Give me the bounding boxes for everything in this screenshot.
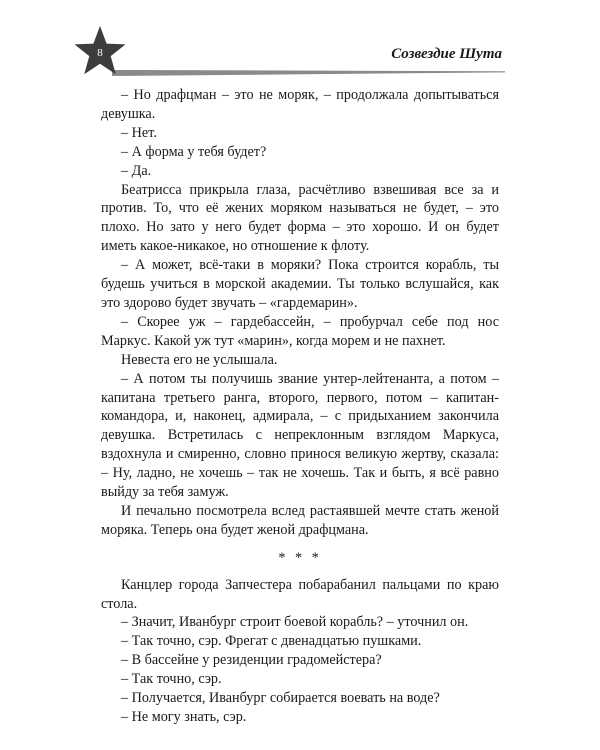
- paragraph: И печально посмотрела вслед растаявшей мечте стать женой моряка. Теперь она будет женой драфцмана.: [101, 502, 499, 538]
- section-separator: * * *: [278, 549, 322, 566]
- paragraph: – Не могу знать, сэр.: [121, 709, 247, 725]
- paragraph: – В бассейне у резиденции градомейстера?: [121, 652, 382, 669]
- paragraph: – Значит, Иванбург строит боевой корабль? – уточнил он.: [121, 614, 469, 631]
- paragraph: – А форма у тебя будет?: [121, 143, 267, 160]
- paragraph: – А потом ты получишь звание унтер-лейтенанта, а потом – капитана третьего ранга, второго, первого, потом – капитан-командора, и, наконец, адмирала, – с придыханием закончила девушка. Встретилась с непреклонным взглядом Маркуса, вздохнула и смиренно, словно принося великую жертву, сказала: – Ну, ладно, не хочешь – так не хочешь. Так и быть, я всё равно выйду за тебя замуж.: [101, 370, 499, 501]
- paragraph: – Но драфцман – это не моряк, – продолжала допытываться девушка.: [101, 87, 499, 122]
- paragraph: Канцлер города Запчестера побарабанил пальцами по краю стола.: [101, 576, 499, 612]
- paragraph: – Получается, Иванбург собирается воевать на воде?: [121, 690, 440, 707]
- paragraph: Невеста его не услышала.: [121, 351, 278, 368]
- page-number: 8: [97, 47, 103, 59]
- horizontal-rule: [112, 70, 505, 76]
- paragraph: – Так точно, сэр.: [121, 671, 222, 688]
- running-title: Созвездие Шута: [391, 46, 502, 62]
- paragraph: Беатрисса прикрыла глаза, расчётливо взвешивая все за и против. То, что её жених моряком называться не будет, – это плохо. Но зато у него будет форма – это хорошо. И он будет иметь какое-никакое, но отношение к флоту.: [101, 181, 499, 255]
- page-header: [0, 0, 600, 90]
- page-body: [101, 86, 499, 727]
- paragraph: – Нет.: [121, 124, 157, 141]
- paragraph: – Да.: [121, 162, 152, 179]
- header-decoration: [0, 0, 600, 90]
- paragraph: – Так точно, сэр. Фрегат с двенадцатью пушками.: [121, 633, 422, 650]
- paragraph: – Скорее уж – гардебассейн, – пробурчал себе под нос Маркус. Какой уж тут «марин», когда морем и не пахнет.: [101, 313, 499, 349]
- paragraph: – А может, всё-таки в моряки? Пока строится корабль, ты будешь учиться в морской академии. Ты только вслушайся, как это здорово будет звучать – «гардемарин».: [101, 257, 499, 311]
